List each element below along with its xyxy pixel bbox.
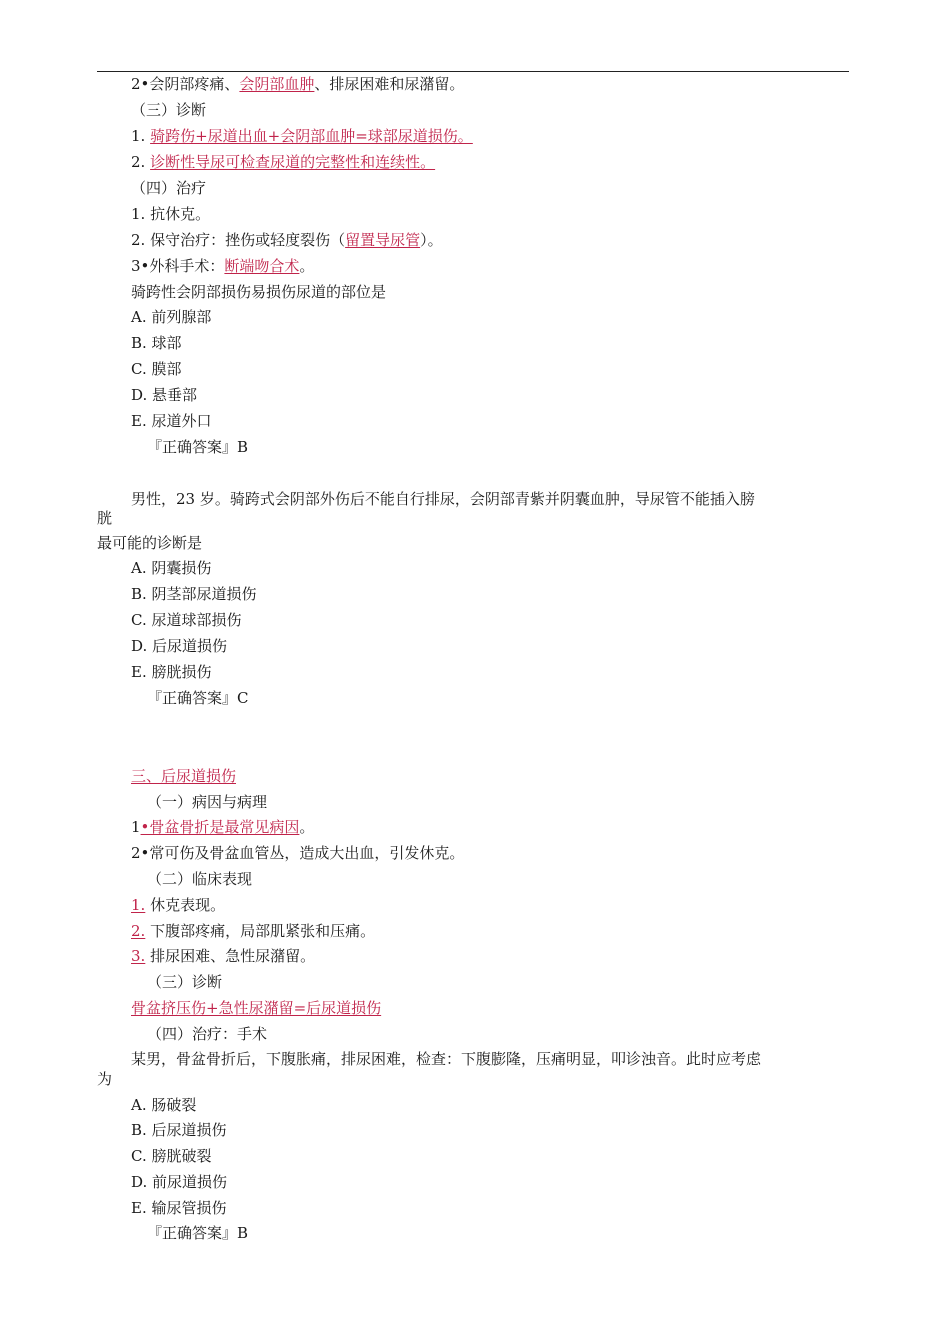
cause-line-2: 2•常可伤及骨盆血管丛，造成大出血，引发休克。 bbox=[131, 844, 465, 862]
option: A. 肠破裂 bbox=[131, 1096, 197, 1114]
clinical-item-1: 1. 休克表现。 bbox=[131, 896, 226, 914]
option: D. 后尿道损伤 bbox=[131, 637, 228, 655]
correct-answer: 『正确答案』C bbox=[147, 689, 249, 707]
question-stem: 某男，骨盆骨折后，下腹胀痛，排尿困难，检查：下腹膨隆，压痛明显，叩诊浊音。此时应考虑 bbox=[131, 1050, 762, 1068]
subheading-diagnosis: （三）诊断 bbox=[131, 101, 207, 119]
option: C. 膜部 bbox=[131, 360, 182, 378]
option: D. 悬垂部 bbox=[131, 386, 198, 404]
question-stem: 男性，23 岁。骑跨式会阴部外伤后不能自行排尿，会阴部青紫并阴囊血肿，导尿管不能插入膀 bbox=[131, 490, 755, 508]
subheading-treatment: （四）治疗 bbox=[131, 179, 207, 197]
option: A. 阴囊损伤 bbox=[131, 559, 212, 577]
question-stem: 胱 bbox=[97, 509, 113, 527]
highlight-text: 会阴部血肿 bbox=[239, 75, 315, 93]
option: D. 前尿道损伤 bbox=[131, 1173, 228, 1191]
option: E. 膀胱损伤 bbox=[131, 663, 212, 681]
correct-answer: 『正确答案』B bbox=[147, 1224, 249, 1242]
option: E. 尿道外口 bbox=[131, 412, 212, 430]
question-stem: 骑跨性会阴部损伤易损伤尿道的部位是 bbox=[131, 283, 387, 301]
highlight-text: •骨盆骨折是最常见病因 bbox=[140, 818, 300, 836]
highlight-text: 断端吻合术 bbox=[224, 257, 300, 275]
subheading-diagnosis: （三）诊断 bbox=[147, 973, 223, 991]
correct-answer: 『正确答案』B bbox=[147, 438, 249, 456]
option: B. 球部 bbox=[131, 334, 182, 352]
highlight-text: 诊断性导尿可检查尿道的完整性和连续性。 bbox=[150, 153, 436, 171]
option: E. 输尿管损伤 bbox=[131, 1199, 227, 1217]
highlight-text: 留置导尿管 bbox=[345, 231, 421, 249]
option: A. 前列腺部 bbox=[131, 308, 212, 326]
subheading-clinical: （二）临床表现 bbox=[147, 870, 253, 888]
question-stem: 为 bbox=[97, 1070, 113, 1088]
diagnosis-line-1: 1. 骑跨伤+尿道出血+会阴部血肿=球部尿道损伤。 bbox=[131, 127, 473, 145]
clinical-item-3: 3. 排尿困难、急性尿潴留。 bbox=[131, 947, 316, 965]
treatment-line-1: 1. 抗休克。 bbox=[131, 205, 211, 223]
option: B. 阴茎部尿道损伤 bbox=[131, 585, 257, 603]
treatment-line-3: 3•外科手术：断端吻合术。 bbox=[131, 257, 315, 275]
option: C. 膀胱破裂 bbox=[131, 1147, 212, 1165]
clinical-item-2: 2. 下腹部疼痛，局部肌紧张和压痛。 bbox=[131, 922, 376, 940]
treatment-line-2: 2. 保守治疗：挫伤或轻度裂伤（留置导尿管）。 bbox=[131, 231, 443, 249]
clinical-line: 2•会阴部疼痛、会阴部血肿、排尿困难和尿潴留。 bbox=[131, 75, 465, 93]
option: B. 后尿道损伤 bbox=[131, 1121, 227, 1139]
top-rule bbox=[97, 71, 849, 72]
option: C. 尿道球部损伤 bbox=[131, 611, 242, 629]
section-title: 三、后尿道损伤 bbox=[131, 767, 237, 785]
diagnosis-line-2: 2. 诊断性导尿可检查尿道的完整性和连续性。 bbox=[131, 153, 436, 171]
subheading-treatment: （四）治疗：手术 bbox=[147, 1025, 268, 1043]
cause-line-1: 1•骨盆骨折是最常见病因。 bbox=[131, 818, 315, 836]
question-stem: 最可能的诊断是 bbox=[97, 534, 203, 552]
highlight-text: 骑跨伤+尿道出血+会阴部血肿=球部尿道损伤。 bbox=[150, 127, 473, 145]
subheading-cause: （一）病因与病理 bbox=[147, 793, 268, 811]
diagnosis-formula: 骨盆挤压伤+急性尿潴留=后尿道损伤 bbox=[131, 999, 382, 1017]
